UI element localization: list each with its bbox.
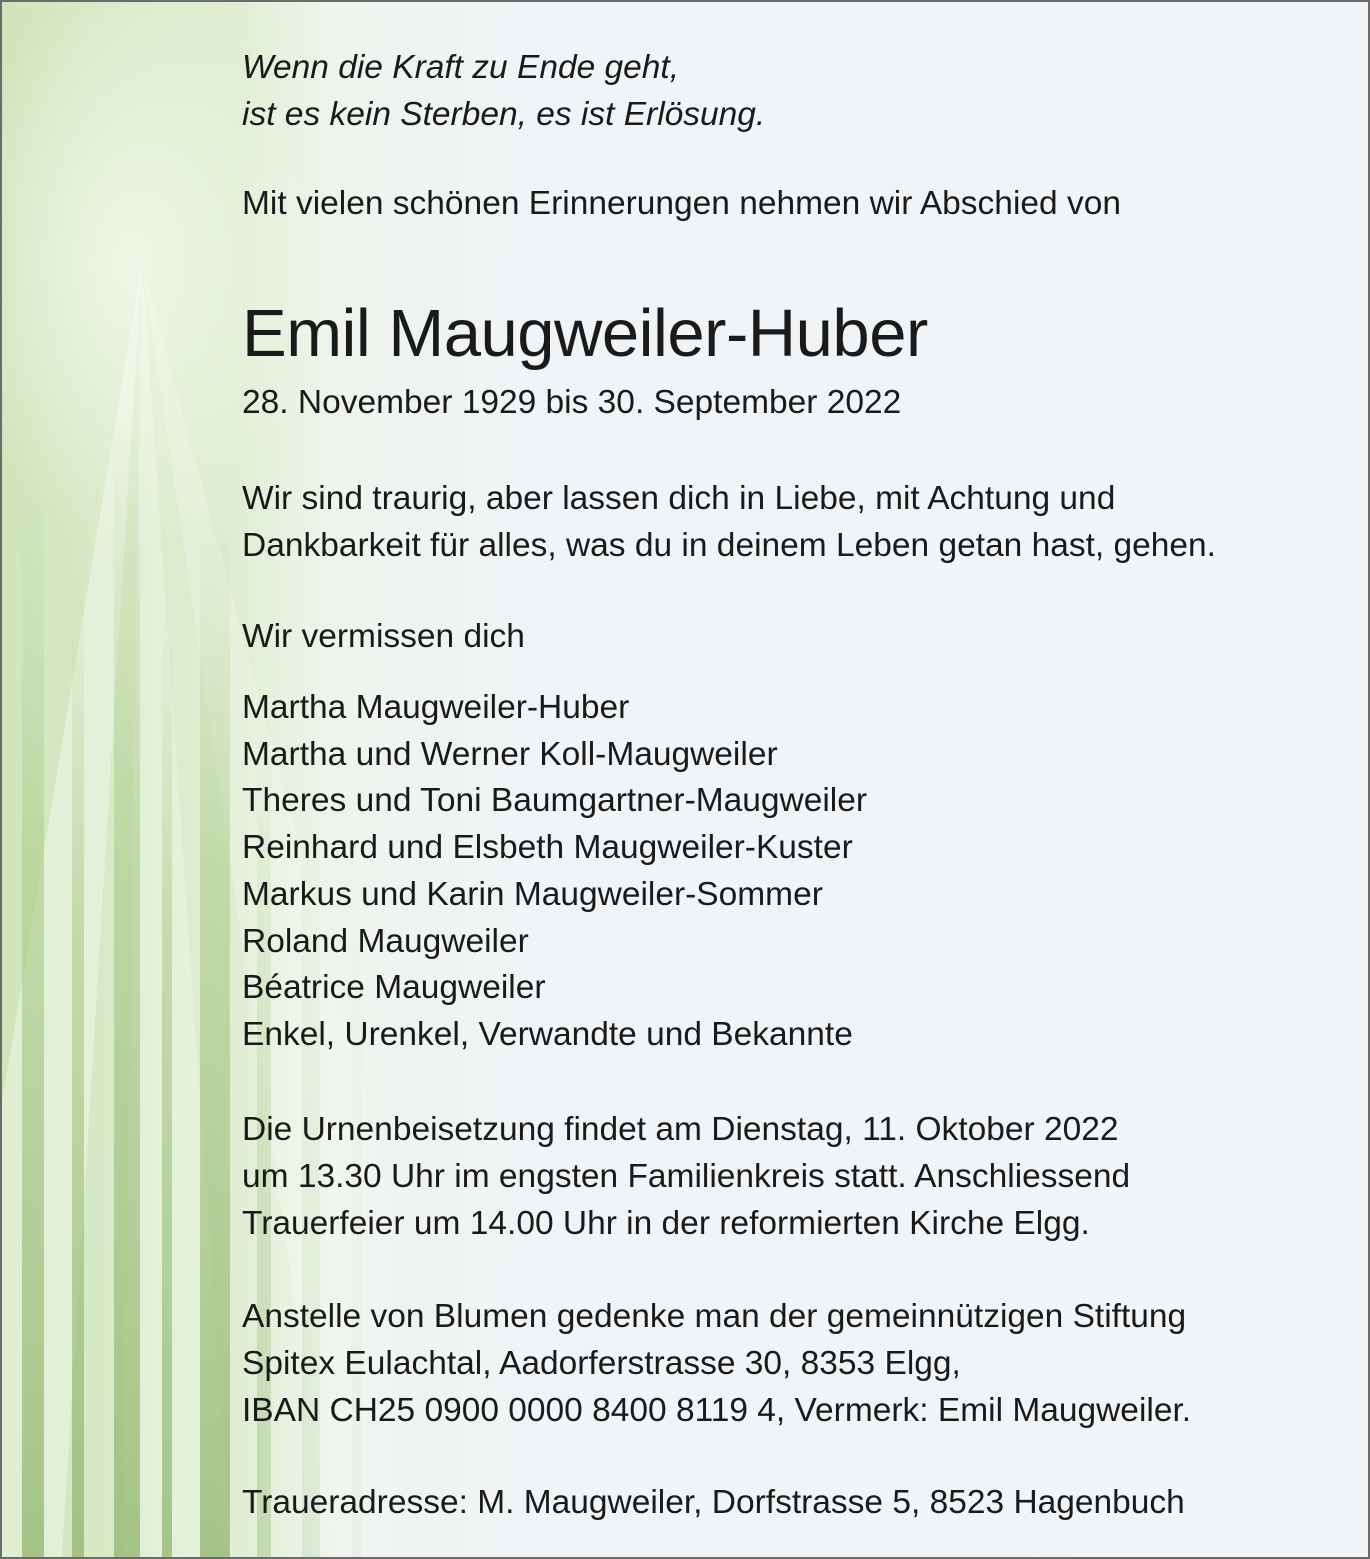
life-dates: 28. November 1929 bis 30. September 2022 — [242, 384, 902, 421]
message-line: Wir sind traurig, aber lassen dich in Liebe, mit Achtung und — [242, 480, 1116, 517]
miss-text: Wir vermissen dich — [242, 618, 525, 655]
quote — [242, 44, 765, 138]
burial-info — [242, 1106, 1130, 1247]
family-member: Roland Maugweiler — [242, 922, 529, 960]
intro-text: Mit vielen schönen Erinnerungen nehmen wir Abschied von — [242, 185, 1121, 222]
family-member: Martha und Werner Koll-Maugweiler — [242, 735, 778, 773]
family-member: Markus und Karin Maugweiler-Sommer — [242, 875, 823, 913]
family-member: Béatrice Maugweiler — [242, 969, 546, 1007]
donation-info — [242, 1293, 1191, 1434]
deceased-name: Emil Maugweiler-Huber — [242, 296, 928, 371]
burial-line: um 13.30 Uhr im engsten Familienkreis statt. Anschliessend — [242, 1158, 1131, 1195]
donation-line: Spitex Eulachtal, Aadorferstrasse 30, 8353 Elgg, — [242, 1345, 961, 1382]
message-line: Dankbarkeit für alles, was du in deinem Leben getan hast, gehen. — [242, 527, 1216, 564]
family-member: Martha Maugweiler-Huber — [242, 689, 630, 726]
family-list — [242, 685, 867, 1059]
family-member: Enkel, Urenkel, Verwandte und Bekannte — [242, 1015, 853, 1053]
family-member: Reinhard und Elsbeth Maugweiler-Kuster — [242, 829, 853, 867]
burial-line: Trauerfeier um 14.00 Uhr in der reformierten Kirche Elgg. — [242, 1205, 1090, 1242]
farewell-message — [242, 475, 1216, 569]
quote-line: Wenn die Kraft zu Ende geht, — [242, 49, 680, 86]
donation-line: IBAN CH25 0900 0000 8400 8119 4, Vermerk: Emil Maugweiler. — [242, 1392, 1192, 1429]
quote-line: ist es kein Sterben, es ist Erlösung. — [242, 96, 766, 133]
burial-line: Die Urnenbeisetzung findet am Dienstag, 11. Oktober 2022 — [242, 1111, 1119, 1148]
mourning-address: Traueradresse: M. Maugweiler, Dorfstrasse 5, 8523 Hagenbuch — [242, 1484, 1185, 1521]
family-member: Theres und Toni Baumgartner-Maugweiler — [242, 782, 868, 820]
donation-line: Anstelle von Blumen gedenke man der gemeinnützigen Stiftung — [242, 1298, 1187, 1335]
